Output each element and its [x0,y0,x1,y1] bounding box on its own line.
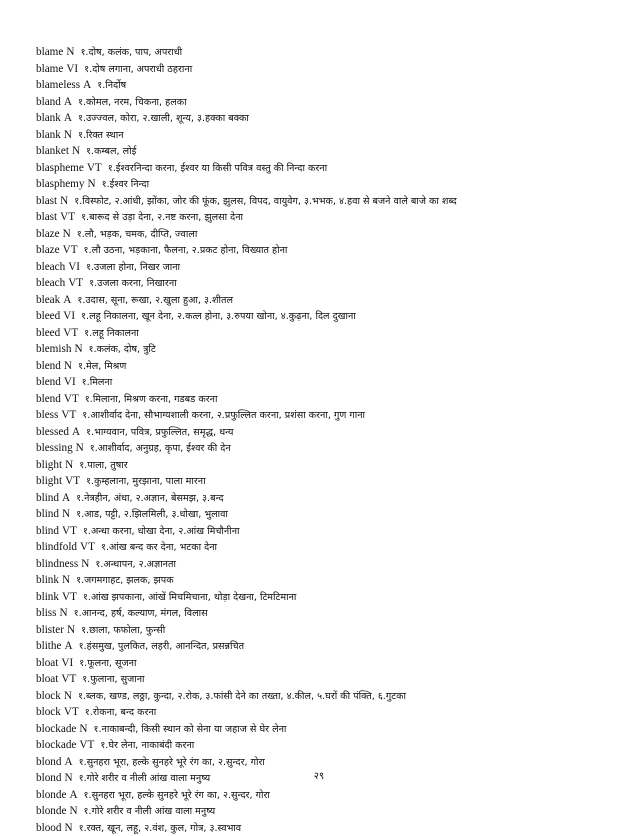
gloss: १.उदास, सूना, रूखा, २.खुला हुआ, ३.शीतल [77,295,233,306]
gloss: १.गोरे शरीर व नीली आंख वाला मनुष्य [84,806,216,817]
headword: bleed [36,327,60,339]
headword: blame [36,46,63,58]
dictionary-entry [36,193,632,210]
gloss: १.उजला होना, निखर जाना [86,262,180,273]
dictionary-entry [36,110,632,127]
dictionary-entry [36,638,632,655]
gloss: १.लौ उठना, भड़काना, फैलना, २.प्रकट होना, विख्यात होना [84,245,288,256]
gloss: १.ईश्वरनिन्दा करना, ईश्वर या किसी पवित्र वस्तु की निन्दा करना [108,163,327,174]
part-of-speech: A [64,640,72,652]
headword: blemish [36,343,71,355]
part-of-speech: N [72,145,80,157]
headword: bliss [36,607,57,619]
headword: blister [36,624,64,636]
dictionary-entry [36,94,632,111]
dictionary-entry [36,820,632,836]
part-of-speech: N [64,772,72,784]
part-of-speech: N [62,508,70,520]
gloss: १.मिलना [82,377,113,388]
headword: blonde [36,789,66,801]
part-of-speech: VI [64,376,76,388]
part-of-speech: N [67,624,75,636]
dictionary-entry [36,424,632,441]
gloss: १.कम्बल, लोई [86,146,136,157]
part-of-speech: VT [64,706,79,718]
headword: bland [36,96,61,108]
dictionary-entry [36,407,632,424]
headword: bless [36,409,58,421]
gloss: १.अन्धापन, २.अज्ञानता [95,559,176,570]
headword: blank [36,129,61,141]
part-of-speech: N [87,178,95,190]
gloss: १.नाकाबन्दी, किसी स्थान को सेना या जहाज से घेर लेना [93,724,286,735]
gloss: १.कलंक, दोष, त्रुटि [89,344,156,355]
gloss: १.पाला, तुषार [79,460,127,471]
headword: bleed [36,310,60,322]
headword: bloat [36,657,58,669]
headword: blind [36,525,59,537]
gloss: १.मिलाना, मिश्रण करना, गडबड करना [85,394,218,405]
part-of-speech: VI [68,261,80,273]
dictionary-entry [36,61,632,78]
headword: blaze [36,228,60,240]
dictionary-entry [36,176,632,193]
headword: bleach [36,277,65,289]
headword: blanket [36,145,69,157]
headword: block [36,706,61,718]
gloss: १.रोकना, बन्द करना [85,707,156,718]
dictionary-entry [36,523,632,540]
dictionary-entry [36,275,632,292]
headword: blood [36,822,61,834]
dictionary-entry [36,127,632,144]
headword: blaspheme [36,162,84,174]
dictionary-entry [36,473,632,490]
headword: blame [36,63,63,75]
headword: blond [36,772,61,784]
gloss: १.सुनहरा भूरा, हल्के सुनहरे भूरे रंग का, २.सुन्दर, गोरा [79,757,265,768]
headword: blink [36,591,59,603]
headword: blind [36,508,59,520]
gloss: १.रक्त, खून, लहू, २.वंश, कुल, गोत्र, ३.स्वभाव [79,823,242,834]
dictionary-entry [36,259,632,276]
part-of-speech: VT [60,211,75,223]
headword: blindness [36,558,78,570]
gloss: १.लहू निकालना [84,328,139,339]
dictionary-entry [36,589,632,606]
part-of-speech: N [63,228,71,240]
headword: blast [36,195,57,207]
gloss: १.छाला, फफोला, फुन्सी [81,625,165,636]
part-of-speech: VT [61,673,76,685]
gloss: १.फुलाना, सुजाना [82,674,144,685]
part-of-speech: A [83,79,91,91]
part-of-speech: VI [61,657,73,669]
dictionary-entry [36,556,632,573]
gloss: १.ईश्वर निन्दा [102,179,150,190]
headword: blindfold [36,541,77,553]
part-of-speech: VI [63,310,75,322]
dictionary-entry [36,440,632,457]
gloss: १.आड, पट्टी, २.झिलमिली, ३.धोखा, भुलावा [76,509,228,520]
part-of-speech: A [64,112,72,124]
headword: blaze [36,244,60,256]
dictionary-entry [36,704,632,721]
gloss: १.कोमल, नरम, चिकना, हलका [78,97,187,108]
gloss: १.दोष लगाना, अपराधी ठहराना [84,64,192,75]
dictionary-entry [36,457,632,474]
part-of-speech: N [65,459,73,471]
part-of-speech: N [81,558,89,570]
headword: blockade [36,739,76,751]
dictionary-entry [36,44,632,61]
gloss: १.आशीर्वाद देना, सौभाग्यशाली करना, २.प्रफुल्लित करना, प्रशंसा करना, गुण गाना [82,410,365,421]
dictionary-entry [36,803,632,820]
gloss: १.बारूद से उड़ा देना, २.नष्ट करना, झुलसा देना [81,212,243,223]
gloss: १.फूलना, सूजना [79,658,136,669]
part-of-speech: A [69,789,77,801]
headword: blank [36,112,61,124]
gloss: १.उजला करना, निखारना [89,278,177,289]
dictionary-entry [36,655,632,672]
headword: blind [36,492,59,504]
part-of-speech: VT [80,541,95,553]
dictionary-entry [36,688,632,705]
gloss: १.ब्लक, खण्ड, लठ्ठा, कुन्दा, २.रोक, ३.फांसी देने का तख्ता, ४.कील, ५.घरों की पंक्ति, ६.गुटका [78,691,406,702]
dictionary-entry [36,374,632,391]
part-of-speech: VT [62,591,77,603]
headword: blessing [36,442,73,454]
part-of-speech: VI [66,63,78,75]
gloss: १.सुनहरा भूरा, हल्के सुनहरे भूरे रंग का, २.सुन्दर, गोरा [84,790,270,801]
part-of-speech: VT [62,525,77,537]
gloss: १.नेत्रहीन, अंधा, २.अज्ञान, बेसमझ, ३.बन्द [76,493,224,504]
dictionary-entry [36,490,632,507]
gloss: १.अन्धा करना, धोखा देना, २.आंख मिचौनीना [83,526,240,537]
part-of-speech: VT [64,393,79,405]
headword: blight [36,459,62,471]
part-of-speech: N [64,360,72,372]
part-of-speech: N [79,723,87,735]
headword: blonde [36,805,66,817]
part-of-speech: A [63,294,71,306]
part-of-speech: VT [87,162,102,174]
dictionary-entry [36,209,632,226]
part-of-speech: VT [63,327,78,339]
gloss: १.आशीर्वाद, अनुग्रह, कृपा, ईश्वर की देन [90,443,231,454]
headword: block [36,690,61,702]
gloss: १.निर्दोष [97,80,126,91]
dictionary-entry [36,605,632,622]
part-of-speech: A [72,426,80,438]
part-of-speech: VT [79,739,94,751]
part-of-speech: VT [63,244,78,256]
headword: bleak [36,294,60,306]
headword: blockade [36,723,76,735]
part-of-speech: N [74,343,82,355]
gloss: १.आंख झपकाना, आंखें मिचमिचाना, थोड़ा देखना, टिमटिमाना [83,592,296,603]
part-of-speech: N [64,129,72,141]
dictionary-entry [36,572,632,589]
headword: blight [36,475,62,487]
part-of-speech: A [62,492,70,504]
part-of-speech: N [60,607,68,619]
headword: bleach [36,261,65,273]
gloss: १.रिक्त स्थान [78,130,124,141]
part-of-speech: N [62,574,70,586]
gloss: १.विस्फोट, २.आंधी, झोंका, जोर की फूंक, झुलस, विपद, वायुवेग, ३.भभक, ४.हवा से बजने वाले बाजे का शब्द [74,196,457,207]
gloss: १.आनन्द, हर्ष, कल्याण, मंगल, विलास [74,608,208,619]
part-of-speech: N [64,690,72,702]
dictionary-entry [36,143,632,160]
part-of-speech: N [69,805,77,817]
headword: blond [36,756,61,768]
dictionary-entry [36,622,632,639]
part-of-speech: VT [68,277,83,289]
part-of-speech: N [64,822,72,834]
page-number: २९ [0,768,638,782]
dictionary-entry [36,308,632,325]
dictionary-entry [36,160,632,177]
dictionary-entry [36,292,632,309]
headword: blasphemy [36,178,84,190]
gloss: १.हंसमुख, पुलकित, लहरी, आनन्दित, प्रसन्नचित [79,641,244,652]
dictionary-entry [36,721,632,738]
entry-list [36,44,632,836]
headword: blessed [36,426,69,438]
dictionary-entry [36,506,632,523]
part-of-speech: N [76,442,84,454]
dictionary-entry [36,787,632,804]
dictionary-entry [36,77,632,94]
headword: blast [36,211,57,223]
dictionary-entry [36,341,632,358]
gloss: १.घेर लेना, नाकाबंदी करना [100,740,194,751]
gloss: १.मेल, मिश्रण [78,361,126,372]
dictionary-entry [36,358,632,375]
part-of-speech: A [64,96,72,108]
dictionary-entry [36,391,632,408]
gloss: १.गोरे शरीर व नीली आंख वाला मनुष्य [79,773,211,784]
dictionary-entry [36,539,632,556]
gloss: १.जगमगाहट, झलक, झपक [76,575,174,586]
gloss: १.लौ, भड़क, चमक, दीप्ति, ज्वाला [77,229,198,240]
part-of-speech: N [66,46,74,58]
part-of-speech: VT [61,409,76,421]
gloss: १.लहू निकालना, खून देना, २.कत्ल होना, ३.रुपया खोना, ४.कुढ़ना, दिल दुखाना [81,311,356,322]
dictionary-page [36,44,632,836]
headword: blend [36,360,61,372]
headword: blameless [36,79,80,91]
headword: blend [36,376,61,388]
gloss: १.उज्ज्वल, कोरा, २.खाली, शून्य, ३.हक्का बक्का [78,113,249,124]
gloss: १.भाग्यवान, पवित्र, प्रफुल्लित, समृद्ध, धन्य [86,427,233,438]
gloss: १.कुम्हलाना, मुरझाना, पाला मारना [86,476,206,487]
dictionary-entry [36,226,632,243]
dictionary-entry [36,325,632,342]
headword: blink [36,574,59,586]
dictionary-entry [36,737,632,754]
dictionary-entry [36,671,632,688]
dictionary-entry [36,242,632,259]
gloss: १.दोष, कलंक, पाप, अपराधी [80,47,182,58]
headword: blithe [36,640,61,652]
part-of-speech: N [60,195,68,207]
headword: bloat [36,673,58,685]
part-of-speech: VT [65,475,80,487]
part-of-speech: A [64,756,72,768]
gloss: १.आंख बन्द कर देना, भटका देना [101,542,217,553]
headword: blend [36,393,61,405]
